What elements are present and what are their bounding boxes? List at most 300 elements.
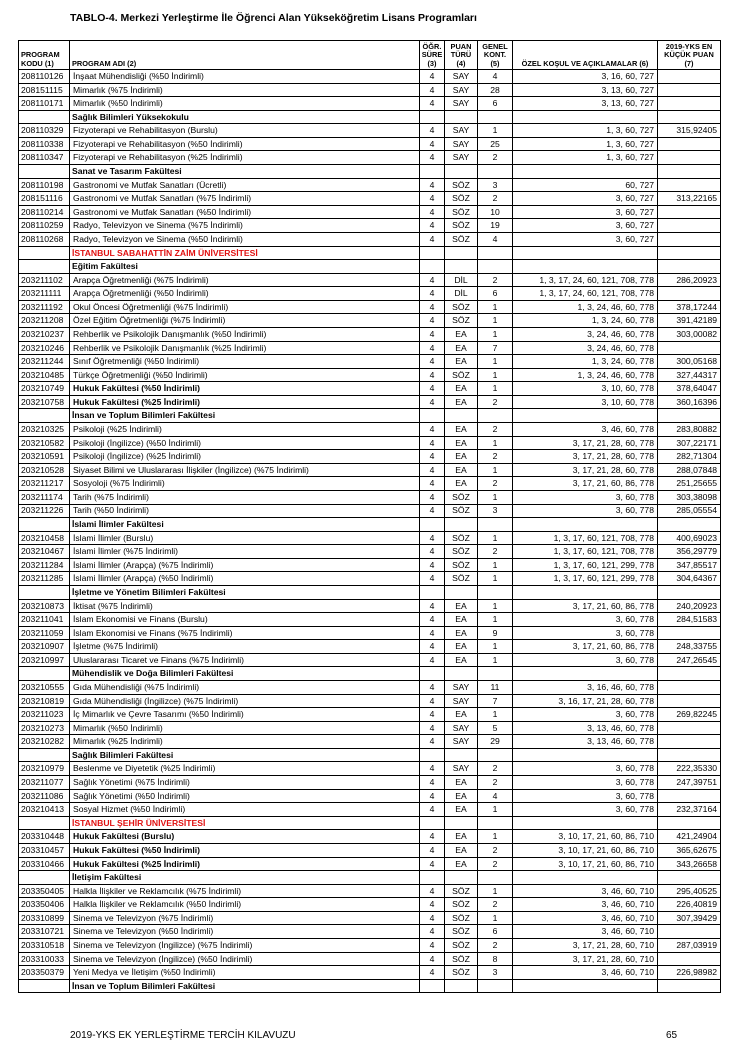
min-score-cell [658,681,721,695]
blank-cell [420,518,445,532]
quota-cell: 2 [478,545,513,559]
min-score-cell: 400,69023 [658,531,721,545]
min-score-cell [658,735,721,749]
blank-cell [445,260,478,274]
conditions-cell: 3, 10, 17, 21, 60, 86, 710 [513,843,658,857]
min-score-cell: 378,64047 [658,382,721,396]
conditions-cell: 3, 13, 46, 60, 778 [513,721,658,735]
table-row [19,626,721,640]
score-type-cell: EA [445,382,478,396]
score-type-cell: EA [445,463,478,477]
program-code-cell: 203211077 [19,776,70,790]
conditions-cell: 3, 60, 778 [513,803,658,817]
faculty-header-row [19,165,721,179]
table-row [19,273,721,287]
university-name: İSTANBUL SABAHATTİN ZAİM ÜNİVERSİTESİ [70,246,420,260]
duration-cell: 4 [420,694,445,708]
program-name-cell: İşletme (%75 İndirimli) [70,640,420,654]
quota-cell: 1 [478,884,513,898]
blank-cell [513,816,658,830]
table-row [19,653,721,667]
quota-cell: 2 [478,898,513,912]
program-name-cell: Sağlık Yönetimi (%75 İndirimli) [70,776,420,790]
min-score-cell: 356,29779 [658,545,721,559]
quota-cell: 3 [478,966,513,980]
conditions-cell: 3, 16, 17, 21, 28, 60, 778 [513,694,658,708]
score-type-cell: EA [445,355,478,369]
blank-cell [658,518,721,532]
program-code-cell: 203211086 [19,789,70,803]
quota-cell: 1 [478,327,513,341]
conditions-cell: 3, 46, 60, 710 [513,911,658,925]
score-type-cell: SAY [445,83,478,97]
duration-cell: 4 [420,626,445,640]
quota-cell: 1 [478,558,513,572]
faculty-header-row [19,667,721,681]
table-row [19,898,721,912]
score-type-cell: SAY [445,735,478,749]
document-title: TABLO-4. Merkezi Yerleştirme İle Öğrenci Alan Yükseköğretim Lisans Programları [70,12,477,24]
program-code-cell: 203210907 [19,640,70,654]
blank-cell [445,816,478,830]
conditions-cell: 3, 17, 21, 60, 86, 778 [513,599,658,613]
duration-cell: 4 [420,721,445,735]
quota-cell: 1 [478,436,513,450]
blank-code-cell [19,165,70,179]
quota-cell: 1 [478,613,513,627]
blank-cell [658,165,721,179]
table-row [19,232,721,246]
blank-cell [445,871,478,885]
table-row [19,558,721,572]
conditions-cell: 3, 17, 21, 60, 86, 778 [513,477,658,491]
program-code-cell: 203210591 [19,450,70,464]
duration-cell: 4 [420,395,445,409]
quota-cell: 11 [478,681,513,695]
table-row [19,151,721,165]
table-row [19,70,721,84]
blank-cell [478,748,513,762]
table-body [19,70,721,993]
program-code-cell: 203211102 [19,273,70,287]
score-type-cell: EA [445,857,478,871]
conditions-cell: 3, 60, 778 [513,762,658,776]
conditions-cell: 1, 3, 17, 60, 121, 708, 778 [513,545,658,559]
score-type-cell: EA [445,626,478,640]
faculty-header-row [19,110,721,124]
faculty-name: İletişim Fakültesi [70,871,420,885]
duration-cell: 4 [420,776,445,790]
score-type-cell: SÖZ [445,368,478,382]
quota-cell: 1 [478,708,513,722]
quota-cell: 2 [478,151,513,165]
score-type-cell: EA [445,436,478,450]
conditions-cell: 3, 17, 21, 28, 60, 778 [513,463,658,477]
conditions-cell: 3, 10, 60, 778 [513,382,658,396]
min-score-cell [658,137,721,151]
conditions-cell: 1, 3, 24, 60, 778 [513,314,658,328]
min-score-cell [658,626,721,640]
program-code-cell: 208110214 [19,205,70,219]
quota-cell: 2 [478,843,513,857]
program-code-cell: 203210758 [19,395,70,409]
program-name-cell: Sinema ve Televizyon (İngilizce) (%50 İndirimli) [70,952,420,966]
duration-cell: 4 [420,857,445,871]
program-code-cell: 203211023 [19,708,70,722]
quota-cell: 9 [478,626,513,640]
score-type-cell: SÖZ [445,925,478,939]
program-name-cell: Psikoloji (%25 İndirimli) [70,423,420,437]
blank-cell [658,246,721,260]
blank-code-cell [19,667,70,681]
table-row [19,735,721,749]
duration-cell: 4 [420,368,445,382]
conditions-cell: 3, 10, 17, 21, 60, 86, 710 [513,830,658,844]
score-type-cell: SÖZ [445,178,478,192]
min-score-cell: 303,38098 [658,490,721,504]
program-name-cell: Sosyal Hizmet (%50 İndirimli) [70,803,420,817]
conditions-cell: 3, 60, 778 [513,504,658,518]
duration-cell: 4 [420,124,445,138]
blank-cell [478,667,513,681]
program-name-cell: İslami İlimler (Arapça) (%50 İndirimli) [70,572,420,586]
quota-cell: 4 [478,789,513,803]
table-row [19,681,721,695]
program-name-cell: Rehberlik ve Psikolojik Danışmanlık (%25 İndirimli) [70,341,420,355]
program-name-cell: Fizyoterapi ve Rehabilitasyon (%50 İndirimli) [70,137,420,151]
program-name-cell: Radyo, Televizyon ve Sinema (%75 İndirimli) [70,219,420,233]
blank-code-cell [19,260,70,274]
program-code-cell: 203211059 [19,626,70,640]
blank-cell [420,748,445,762]
conditions-cell: 3, 60, 727 [513,232,658,246]
blank-cell [420,585,445,599]
program-code-cell: 203210997 [19,653,70,667]
blank-cell [478,260,513,274]
faculty-name: İşletme ve Yönetim Bilimleri Fakültesi [70,585,420,599]
program-name-cell: Özel Eğitim Öğretmenliği (%75 İndirimli) [70,314,420,328]
conditions-cell: 3, 13, 46, 60, 778 [513,735,658,749]
duration-cell: 4 [420,884,445,898]
program-code-cell: 203210413 [19,803,70,817]
program-name-cell: Psikoloji (İngilizce) (%25 İndirimli) [70,450,420,464]
duration-cell: 4 [420,382,445,396]
min-score-cell: 421,24904 [658,830,721,844]
faculty-name: Sağlık Bilimleri Fakültesi [70,748,420,762]
score-type-cell: EA [445,327,478,341]
conditions-cell: 3, 60, 778 [513,776,658,790]
duration-cell: 4 [420,463,445,477]
score-type-cell: EA [445,450,478,464]
blank-cell [513,748,658,762]
quota-cell: 1 [478,124,513,138]
blank-cell [420,979,445,993]
table-row [19,613,721,627]
program-code-cell: 203350379 [19,966,70,980]
score-type-cell: SÖZ [445,939,478,953]
program-code-cell: 203210237 [19,327,70,341]
duration-cell: 4 [420,708,445,722]
table-row [19,368,721,382]
min-score-cell: 269,82245 [658,708,721,722]
table-row [19,599,721,613]
quota-cell: 1 [478,572,513,586]
program-name-cell: Türkçe Öğretmenliği (%50 İndirimli) [70,368,420,382]
program-name-cell: Mimarlık (%75 İndirimli) [70,83,420,97]
min-score-cell [658,694,721,708]
program-name-cell: Sinema ve Televizyon (İngilizce) (%75 İndirimli) [70,939,420,953]
program-code-cell: 203211284 [19,558,70,572]
blank-code-cell [19,110,70,124]
quota-cell: 8 [478,952,513,966]
min-score-cell [658,219,721,233]
min-score-cell: 360,16396 [658,395,721,409]
quota-cell: 1 [478,314,513,328]
program-code-cell: 203350406 [19,898,70,912]
score-type-cell: SÖZ [445,911,478,925]
duration-cell: 4 [420,490,445,504]
quota-cell: 25 [478,137,513,151]
duration-cell: 4 [420,735,445,749]
program-code-cell: 208110198 [19,178,70,192]
min-score-cell: 247,26545 [658,653,721,667]
conditions-cell: 1, 3, 17, 24, 60, 121, 708, 778 [513,287,658,301]
min-score-cell [658,205,721,219]
faculty-name: İslami İlimler Fakültesi [70,518,420,532]
min-score-cell [658,151,721,165]
conditions-cell: 1, 3, 17, 60, 121, 299, 778 [513,572,658,586]
program-name-cell: Halkla İlişkiler ve Reklamcılık (%75 İndirimli) [70,884,420,898]
min-score-cell: 247,39751 [658,776,721,790]
blank-cell [420,816,445,830]
score-type-cell: SÖZ [445,558,478,572]
blank-cell [658,816,721,830]
duration-cell: 4 [420,803,445,817]
header-conditions: ÖZEL KOŞUL VE AÇIKLAMALAR (6) [513,41,658,70]
duration-cell: 4 [420,137,445,151]
blank-cell [658,110,721,124]
blank-cell [478,110,513,124]
table-header-row [19,41,721,70]
blank-cell [478,816,513,830]
table-row [19,382,721,396]
score-type-cell: SAY [445,694,478,708]
duration-cell: 4 [420,939,445,953]
table-row [19,300,721,314]
min-score-cell: 315,92405 [658,124,721,138]
program-code-cell: 203210979 [19,762,70,776]
min-score-cell: 391,42189 [658,314,721,328]
conditions-cell: 1, 3, 24, 46, 60, 778 [513,368,658,382]
table-row [19,640,721,654]
blank-cell [658,585,721,599]
program-code-cell: 208110329 [19,124,70,138]
faculty-name: İnsan ve Toplum Bilimleri Fakültesi [70,409,420,423]
score-type-cell: SAY [445,151,478,165]
quota-cell: 5 [478,721,513,735]
min-score-cell: 307,22171 [658,436,721,450]
duration-cell: 4 [420,572,445,586]
score-type-cell: EA [445,803,478,817]
table-row [19,925,721,939]
score-type-cell: SÖZ [445,572,478,586]
score-type-cell: EA [445,395,478,409]
program-code-cell: 203211174 [19,490,70,504]
duration-cell: 4 [420,504,445,518]
faculty-name: Mühendislik ve Doğa Bilimleri Fakültesi [70,667,420,681]
blank-cell [420,260,445,274]
quota-cell: 19 [478,219,513,233]
program-code-cell: 203211041 [19,613,70,627]
score-type-cell: EA [445,613,478,627]
program-code-cell: 208151116 [19,192,70,206]
conditions-cell: 1, 3, 24, 46, 60, 778 [513,300,658,314]
min-score-cell: 303,00082 [658,327,721,341]
duration-cell: 4 [420,192,445,206]
quota-cell: 3 [478,504,513,518]
conditions-cell: 3, 10, 60, 778 [513,395,658,409]
conditions-cell: 3, 17, 21, 28, 60, 710 [513,952,658,966]
duration-cell: 4 [420,273,445,287]
min-score-cell [658,341,721,355]
table-row [19,192,721,206]
score-type-cell: SÖZ [445,192,478,206]
quota-cell: 2 [478,477,513,491]
program-code-cell: 203210582 [19,436,70,450]
conditions-cell: 3, 46, 60, 778 [513,423,658,437]
program-name-cell: Arapça Öğretmenliği (%75 İndirimli) [70,273,420,287]
program-code-cell: 203211285 [19,572,70,586]
min-score-cell: 307,39429 [658,911,721,925]
duration-cell: 4 [420,911,445,925]
score-type-cell: SÖZ [445,232,478,246]
quota-cell: 7 [478,694,513,708]
faculty-name: Sanat ve Tasarım Fakültesi [70,165,420,179]
program-name-cell: İslami İlimler (Burslu) [70,531,420,545]
score-type-cell: EA [445,843,478,857]
blank-cell [513,409,658,423]
conditions-cell: 1, 3, 17, 60, 121, 299, 778 [513,558,658,572]
min-score-cell [658,97,721,111]
table-row [19,857,721,871]
min-score-cell: 343,26658 [658,857,721,871]
footer-guide-title: 2019-YKS EK YERLEŞTİRME TERCİH KILAVUZU [70,1030,296,1041]
score-type-cell: EA [445,653,478,667]
conditions-cell: 3, 60, 778 [513,708,658,722]
blank-cell [478,871,513,885]
table-row [19,952,721,966]
table-row [19,694,721,708]
conditions-cell: 3, 46, 60, 710 [513,884,658,898]
score-type-cell: SÖZ [445,531,478,545]
program-code-cell: 203210246 [19,341,70,355]
programs-table [18,40,721,993]
score-type-cell: EA [445,599,478,613]
blank-cell [478,165,513,179]
program-name-cell: Gastronomi ve Mutfak Sanatları (%75 İndirimli) [70,192,420,206]
table-row [19,355,721,369]
min-score-cell [658,178,721,192]
conditions-cell: 3, 60, 778 [513,626,658,640]
program-code-cell: 203310518 [19,939,70,953]
quota-cell: 2 [478,776,513,790]
score-type-cell: EA [445,640,478,654]
table-row [19,789,721,803]
program-code-cell: 203210555 [19,681,70,695]
min-score-cell: 347,85517 [658,558,721,572]
program-name-cell: Uluslararası Ticaret ve Finans (%75 İndirimli) [70,653,420,667]
quota-cell: 1 [478,830,513,844]
score-type-cell: SAY [445,97,478,111]
min-score-cell: 226,98982 [658,966,721,980]
program-code-cell: 203210325 [19,423,70,437]
score-type-cell: SÖZ [445,898,478,912]
score-type-cell: SÖZ [445,545,478,559]
table-row [19,83,721,97]
table-row [19,708,721,722]
min-score-cell: 300,05168 [658,355,721,369]
conditions-cell: 3, 16, 46, 60, 778 [513,681,658,695]
table-row [19,762,721,776]
table-row [19,205,721,219]
program-name-cell: İslam Ekonomisi ve Finans (%75 İndirimli) [70,626,420,640]
blank-code-cell [19,871,70,885]
program-name-cell: Arapça Öğretmenliği (%50 İndirimli) [70,287,420,301]
table-row [19,843,721,857]
program-name-cell: Gıda Mühendisliği (%75 İndirimli) [70,681,420,695]
blank-cell [420,165,445,179]
program-code-cell: 203211244 [19,355,70,369]
program-code-cell: 208110171 [19,97,70,111]
blank-code-cell [19,409,70,423]
blank-cell [513,979,658,993]
conditions-cell: 1, 3, 60, 727 [513,137,658,151]
min-score-cell [658,287,721,301]
duration-cell: 4 [420,219,445,233]
duration-cell: 4 [420,151,445,165]
program-code-cell: 203310448 [19,830,70,844]
program-name-cell: İç Mimarlık ve Çevre Tasarımı (%50 İndirimli) [70,708,420,722]
quota-cell: 1 [478,599,513,613]
min-score-cell: 365,62675 [658,843,721,857]
header-program-code: PROGRAM KODU (1) [19,41,70,70]
conditions-cell: 3, 60, 778 [513,613,658,627]
duration-cell: 4 [420,477,445,491]
program-code-cell: 208110338 [19,137,70,151]
blank-cell [445,979,478,993]
quota-cell: 1 [478,368,513,382]
duration-cell: 4 [420,843,445,857]
score-type-cell: EA [445,789,478,803]
program-name-cell: Beslenme ve Diyetetik (%25 İndirimli) [70,762,420,776]
table-row [19,436,721,450]
min-score-cell: 284,51583 [658,613,721,627]
min-score-cell: 295,40525 [658,884,721,898]
program-code-cell: 203210282 [19,735,70,749]
program-name-cell: Sınıf Öğretmenliği (%50 İndirimli) [70,355,420,369]
program-code-cell: 203211226 [19,504,70,518]
conditions-cell: 3, 46, 60, 710 [513,898,658,912]
quota-cell: 1 [478,382,513,396]
blank-cell [513,165,658,179]
program-code-cell: 208110347 [19,151,70,165]
score-type-cell: DİL [445,273,478,287]
table-row [19,341,721,355]
min-score-cell: 251,25655 [658,477,721,491]
program-code-cell: 203310721 [19,925,70,939]
program-name-cell: Fizyoterapi ve Rehabilitasyon (%25 İndirimli) [70,151,420,165]
blank-code-cell [19,816,70,830]
